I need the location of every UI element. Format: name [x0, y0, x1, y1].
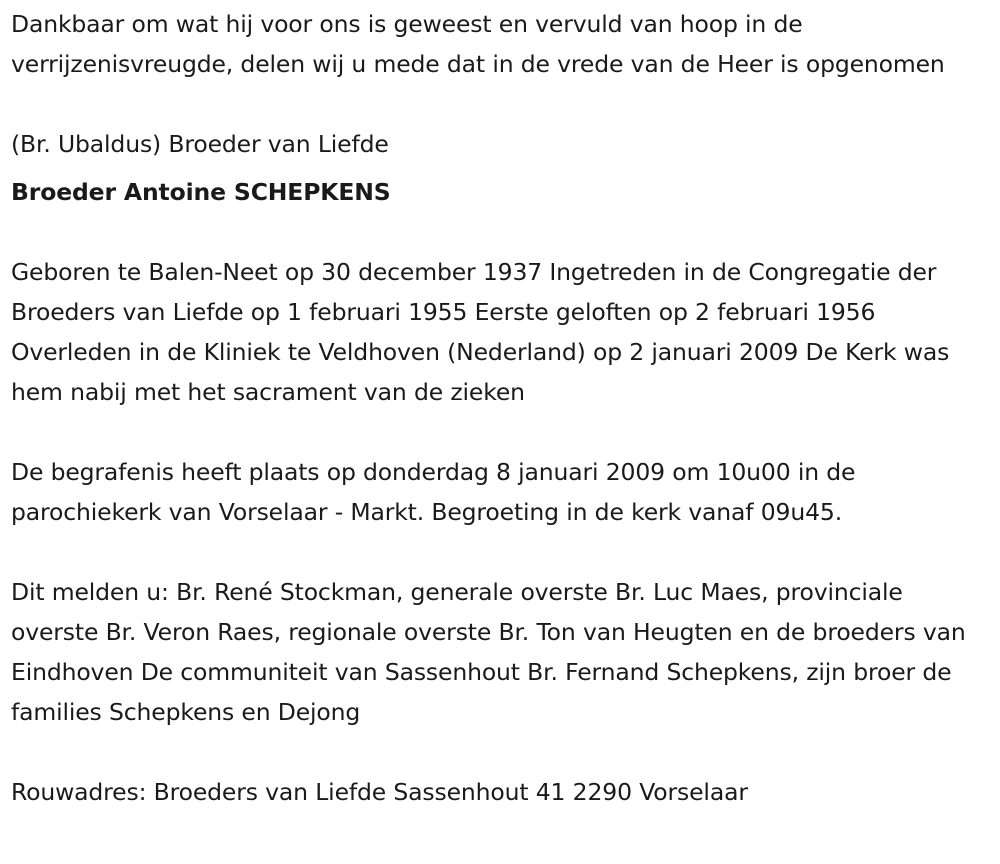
intro-paragraph: Dankbaar om wat hij voor ons is geweest en vervuld van hoop in de verrijzenisvreugde, delen wij u mede dat in de vrede van de Heer is opgenomen — [11, 10, 945, 78]
obituary-notice — [11, 4, 991, 812]
religious-name: (Br. Ubaldus) Broeder van Liefde — [11, 130, 389, 158]
deceased-name: Broeder Antoine SCHEPKENS — [11, 178, 391, 206]
announcers-paragraph: Dit melden u: Br. René Stockman, generale overste Br. Luc Maes, provinciale overste Br. Veron Raes, regionale overste Br. Ton van Heugten en de broeders van Eindhoven De communiteit van Sassenhout Br. Fernand Schepkens, zijn broer de families Schepkens en Dejong — [11, 578, 966, 726]
funeral-paragraph: De begrafenis heeft plaats op donderdag 8 januari 2009 om 10u00 in de parochiekerk van Vorselaar - Markt. Begroeting in de kerk vanaf 09u45. — [11, 458, 856, 526]
mourning-address: Rouwadres: Broeders van Liefde Sassenhout 41 2290 Vorselaar — [11, 778, 748, 806]
biography-paragraph: Geboren te Balen-Neet op 30 december 1937 Ingetreden in de Congregatie der Broeders van Liefde op 1 februari 1955 Eerste geloften op 2 februari 1956 Overleden in de Kliniek te Veldhoven (Nederland) op 2 januari 2009 De Kerk was hem nabij met het sacrament van de zieken — [11, 258, 950, 406]
